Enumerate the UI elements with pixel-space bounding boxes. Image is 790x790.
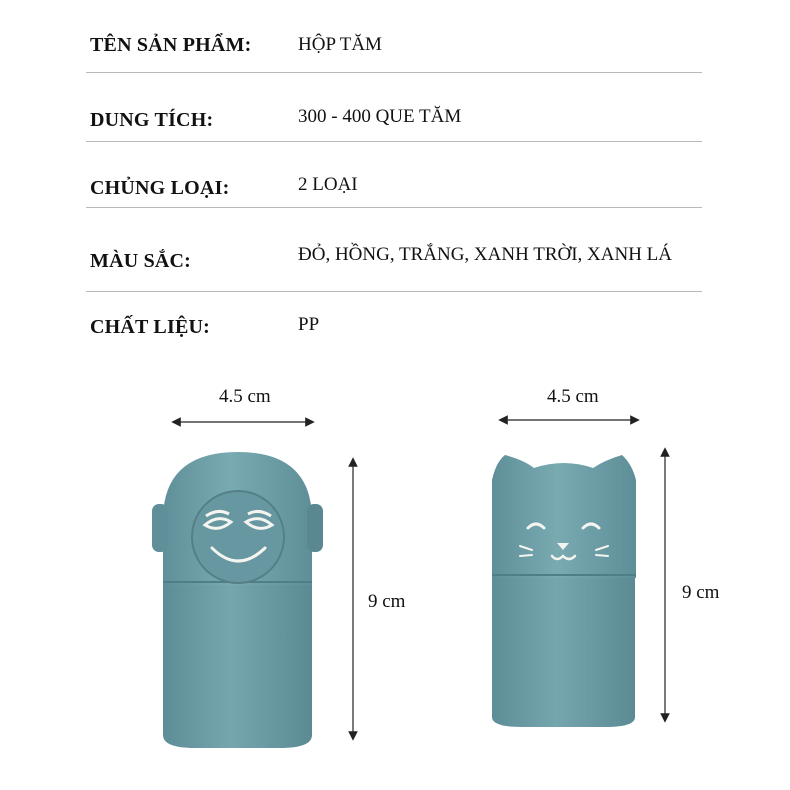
spec-value: HỘP TĂM [298,34,382,55]
width-label-right: 4.5 cm [547,386,599,407]
side-knob-left [152,504,168,552]
spec-label: TÊN SẢN PHẨM: [90,34,252,56]
spec-label: DUNG TÍCH: [90,109,214,131]
container-body [163,585,312,748]
spec-label: MÀU SẮC: [90,250,192,272]
container-lid [492,455,636,578]
spec-label: CHẤT LIỆU: [90,316,210,338]
height-label-left: 9 cm [368,591,406,612]
spec-value: 2 LOẠI [298,174,358,195]
spec-value: 300 - 400 QUE TĂM [298,106,462,127]
product-emoji-face [152,422,353,748]
container-body [492,578,635,727]
height-label-right: 9 cm [682,582,720,603]
spec-value: PP [298,314,320,335]
product-cat-face [492,420,665,727]
spec-label: CHỦNG LOẠI: [90,177,230,199]
side-knob-right [307,504,323,552]
width-label-left: 4.5 cm [219,386,271,407]
spec-value: ĐỎ, HỒNG, TRẮNG, XANH TRỜI, XANH LÁ [298,244,673,265]
emoji-face [192,491,284,583]
